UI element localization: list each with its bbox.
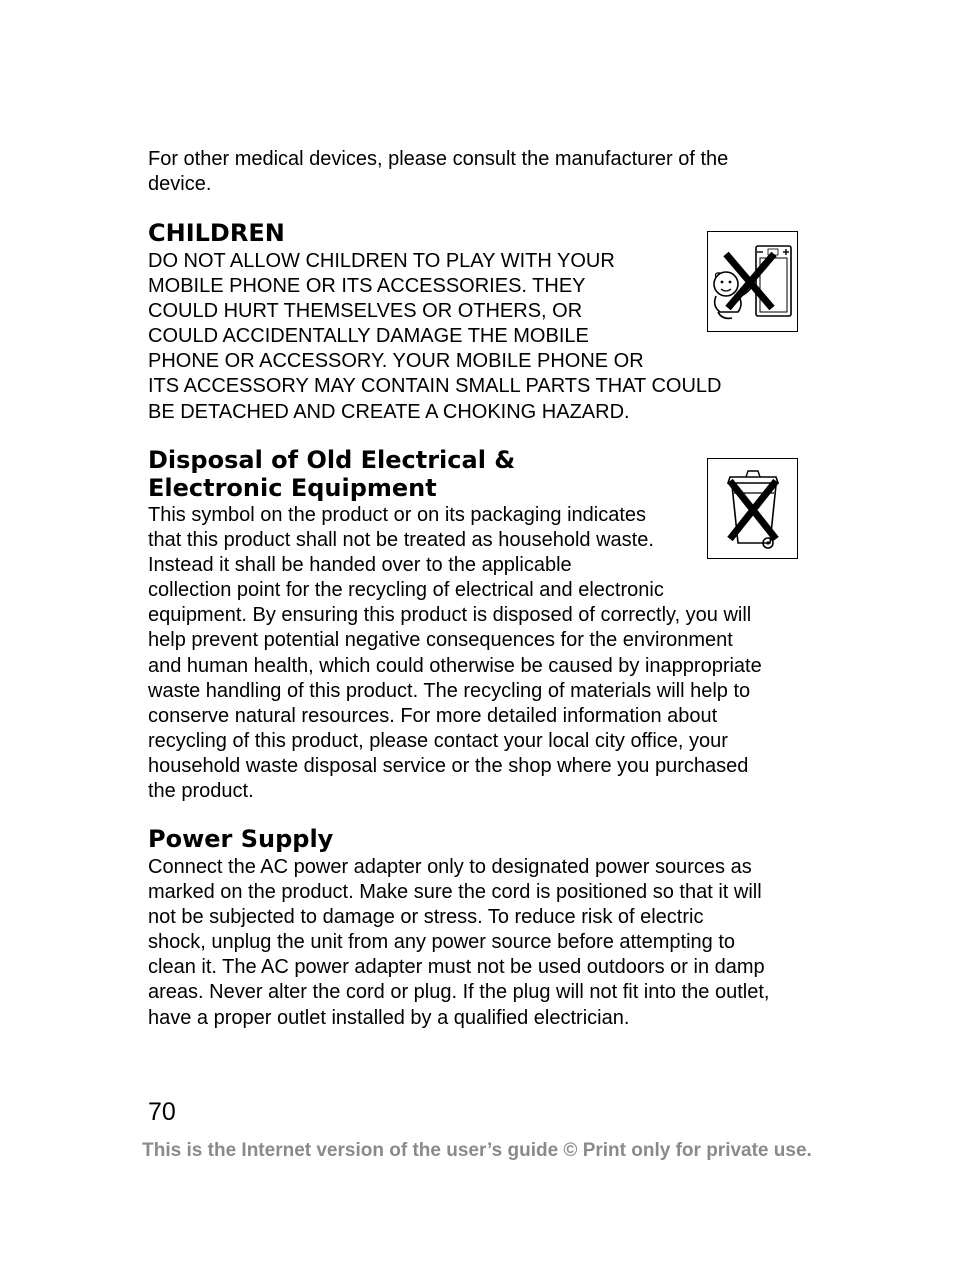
power-heading: Power Supply bbox=[148, 825, 334, 853]
children-line: DO NOT ALLOW CHILDREN TO PLAY WITH YOUR bbox=[148, 250, 615, 272]
disposal-line: help prevent potential negative consequences for the environment bbox=[148, 629, 733, 652]
disposal-line: This symbol on the product or on its packaging indicates bbox=[148, 504, 647, 526]
power-line: shock, unplug the unit from any power source before attempting to bbox=[148, 931, 736, 954]
disposal-paragraph bbox=[148, 503, 762, 804]
children-paragraph bbox=[148, 249, 721, 425]
disposal-heading-line: Disposal of Old Electrical & bbox=[148, 446, 516, 474]
disposal-line: equipment. By ensuring this product is disposed of correctly, you will bbox=[148, 604, 752, 627]
intro-line: For other medical devices, please consult the manufacturer of the bbox=[148, 148, 729, 170]
disposal-line: conserve natural resources. For more detailed information about bbox=[148, 704, 718, 727]
power-line: marked on the product. Make sure the cord is positioned so that it will bbox=[148, 881, 762, 904]
no-children-phone-icon bbox=[707, 231, 798, 332]
disposal-line: Instead it shall be handed over to the applicable bbox=[148, 554, 572, 577]
children-line: ITS ACCESSORY MAY CONTAIN SMALL PARTS THAT COULD bbox=[148, 375, 722, 398]
intro-line: device. bbox=[148, 173, 212, 196]
power-line: not be subjected to damage or stress. To reduce risk of electric bbox=[148, 906, 704, 929]
intro-paragraph bbox=[148, 147, 728, 197]
children-line: COULD HURT THEMSELVES OR OTHERS, OR bbox=[148, 300, 583, 323]
disposal-line: waste handling of this product. The recycling of materials will help to bbox=[148, 679, 751, 702]
footer-note: This is the Internet version of the user’s guide © Print only for private use. bbox=[142, 1140, 812, 1161]
disposal-heading bbox=[148, 446, 515, 502]
disposal-line: household waste disposal service or the shop where you purchased bbox=[148, 754, 749, 777]
disposal-line: and human health, which could otherwise be caused by inappropriate bbox=[148, 654, 762, 677]
disposal-line: recycling of this product, please contact your local city office, your bbox=[148, 729, 728, 752]
disposal-heading-line: Electronic Equipment bbox=[148, 474, 437, 502]
power-line: areas. Never alter the cord or plug. If the plug will not fit into the outlet, bbox=[148, 981, 770, 1004]
power-line: Connect the AC power adapter only to designated power sources as bbox=[148, 856, 752, 878]
children-line: COULD ACCIDENTALLY DAMAGE THE MOBILE bbox=[148, 325, 589, 348]
children-line: MOBILE PHONE OR ITS ACCESSORIES. THEY bbox=[148, 275, 586, 298]
children-line: BE DETACHED AND CREATE A CHOKING HAZARD. bbox=[148, 400, 630, 423]
children-heading: CHILDREN bbox=[148, 219, 285, 247]
page-number: 70 bbox=[148, 1098, 176, 1126]
power-line: clean it. The AC power adapter must not be used outdoors or in damp bbox=[148, 956, 765, 979]
children-line: PHONE OR ACCESSORY. YOUR MOBILE PHONE OR bbox=[148, 350, 644, 373]
disposal-line: collection point for the recycling of electrical and electronic bbox=[148, 579, 664, 602]
disposal-line: the product. bbox=[148, 780, 254, 803]
power-paragraph bbox=[148, 855, 769, 1031]
disposal-line: that this product shall not be treated as household waste. bbox=[148, 529, 654, 552]
crossed-out-wheelie-bin-icon bbox=[707, 458, 798, 559]
power-line: have a proper outlet installed by a qualified electrician. bbox=[148, 1006, 630, 1029]
